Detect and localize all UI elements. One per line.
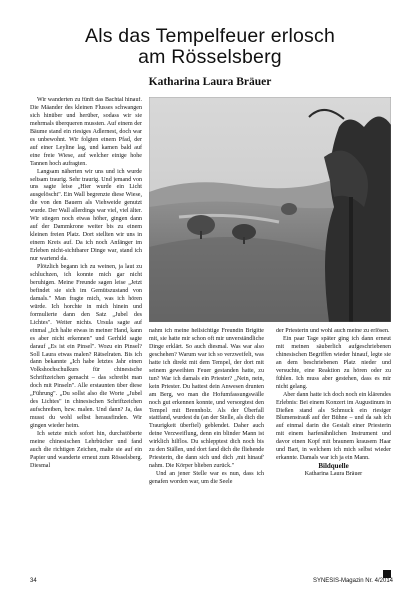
- magazine-issue: SYNESIS-Magazin Nr. 4/2014: [312, 578, 393, 584]
- page-number: 34: [30, 578, 37, 584]
- paragraph: Langsam näherten wir uns und ich wurde seltsam traurig. Sehr traurig. Und jemand von uns sagte leise „Hier wurde ein Licht ausgelöscht". Ein Wall begrenzte diese Wiese, die von den Bauern als Viehweide genutzt wurde. Der Wall allerdings war viel, viel älter. Wir stiegen noch etwas höher, gingen dann auf der Dammkrone weiter bis zu einem kleinen freien Platz. Dort stellten wir uns in einem Kreis auf. Da ich noch Anfänger im Erleben nicht-sichtbarer Dinge war, stand ich nur wartend da.: [30, 168, 142, 263]
- paragraph: der Priesterin und wohl auch meine zu erlösen.: [276, 328, 390, 334]
- paragraph: Plötzlich begann ich zu weinen, ja laut zu schluchzen, ich konnte mich gar nicht beruhigen. Meine Freunde sagen leise „Jetzt befindet sie sich im Gemütszustand von damals." Man fragte mich, was ich hören würde. Ich horchte in mich hinein und formulierte dann den Satz „Jubel des Lichtes". Weiter nichts. Ursula sagte auf einmal „Ich halte etwas in meiner Hand, kann es aber nicht erkennen" und Gerhild sagte darauf „Es ist ein Pinsel". Wozu ein Pinsel? Soll Laura etwas malen? Rätselraten. Bis ich dann bekannte „Ich habe letztes Jahr einen Volkshochschulkurs für chinesische Schriftzeichen gemacht – das schreibt man doch mit Pinseln". Alle erstaunten über diese „Führung". „Du sollst also die Worte „Jubel des Lichtes" in chinesischen Schriftzeichen aufschreiben, bzw. malen. Und dann? Ja, das musst du wohl selbst herausfinden. Wir gingen wieder heim.: [30, 264, 142, 430]
- paragraph: Ich setzte mich sofort hin, durchstöberte meine chinesischen Lehrbücher und fand auch die richtigen Zeichen, malte sie auf ein Papier und wanderte erneut zum Rösselsberg. Diesmal: [30, 431, 142, 469]
- paragraph: Wir wanderten zu fünft das Bachtal hinauf. Die Mäander des kleinen Flusses schwangen sich hinüber und herüber, sodass wir sie mehrmals überqueren mussten. Auf einem der Bäume stand ein riesiges Adlernest, doch war es unbewohnt. Wir folgten einem Pfad, der auf einer Leyline lag, und kamen bald auf eine freie Wiese, auf welcher einige hohe Tannen hoch aufragten.: [30, 97, 142, 167]
- paragraph: nahm ich meine hellsichtige Freundin Brigitte mit, sie hatte mir schon oft mir unverständliche Dinge erklärt. So auch diesmal. Was war also geschehen? Warum war ich so verzweifelt, was hatte ich direkt mit dem Tempel, der dort mit seinem geweihten Feuer gestanden hatte, zu tun? War ich damals ein Priester? „Nein, nein, kein Priester. Du hattest dein Anwesen drunten am Berg, wo man die Hofumfassungswälle noch gut erkennen konnte, und versorgtest den Tempel mit Brennholz. Als der Überfall stattfand, wurdest du (an der Stelle, als dich die Traurigkeit überfiel) geblendet. Daher auch deine Verzweiflung, denn ein blinder Mann ist wirklich hilflos. Du schlepptest dich noch bis zu den Ställen, und dort fand dich die fliehende Priesterin, die dann sich und dich ‚mit hinauf' nahm. Die Körper blieben zurück.": [149, 328, 264, 470]
- landscape-photo: [149, 97, 391, 322]
- paragraph: Ein paar Tage später ging ich dann erneut mit meinen säuberlich aufgeschriebenen chinesischen Begriffen wieder hinauf, legte sie an dem beschriebenen Platz nieder und versuchte, eine Reaktion zu hören oder zu fühlen. Ich muss aber gestehen, dass es mir nicht gelang.: [276, 335, 391, 390]
- end-of-article-mark: [383, 570, 391, 578]
- text-column-left: [30, 97, 142, 557]
- paragraph: Und an jener Stelle war es nun, dass ich genafen worden war, um die Seele: [149, 471, 264, 486]
- article-title: [20, 26, 400, 68]
- title-line-1: Als das Tempelfeuer erlosch: [85, 25, 335, 47]
- text-column-middle: [149, 328, 264, 558]
- text-column-right: [276, 328, 391, 558]
- paragraph: Aber dann hatte ich doch noch ein klärendes Erlebnis: Bei einem Konzert im Augustinum in Dießen stand als Schmuck ein riesiger Blumenstrauß auf der Bühne – und da sah ich auf einmal darin die Gestalt einer Priesterin mit einem harfenähnlichen Instrument und davor einen Kopf mit braunem krausem Haar und Bart, in welchem ich mich selbst wieder erkannte. Damals war ich ja ein Mann.: [276, 391, 391, 462]
- article-author: Katharina Laura Bräuer: [148, 76, 272, 88]
- image-source-heading: Bildquelle: [318, 462, 349, 471]
- title-line-2: am Rösselsberg: [138, 46, 282, 68]
- image-source-credit: Katharina Laura Bräuer: [304, 471, 363, 478]
